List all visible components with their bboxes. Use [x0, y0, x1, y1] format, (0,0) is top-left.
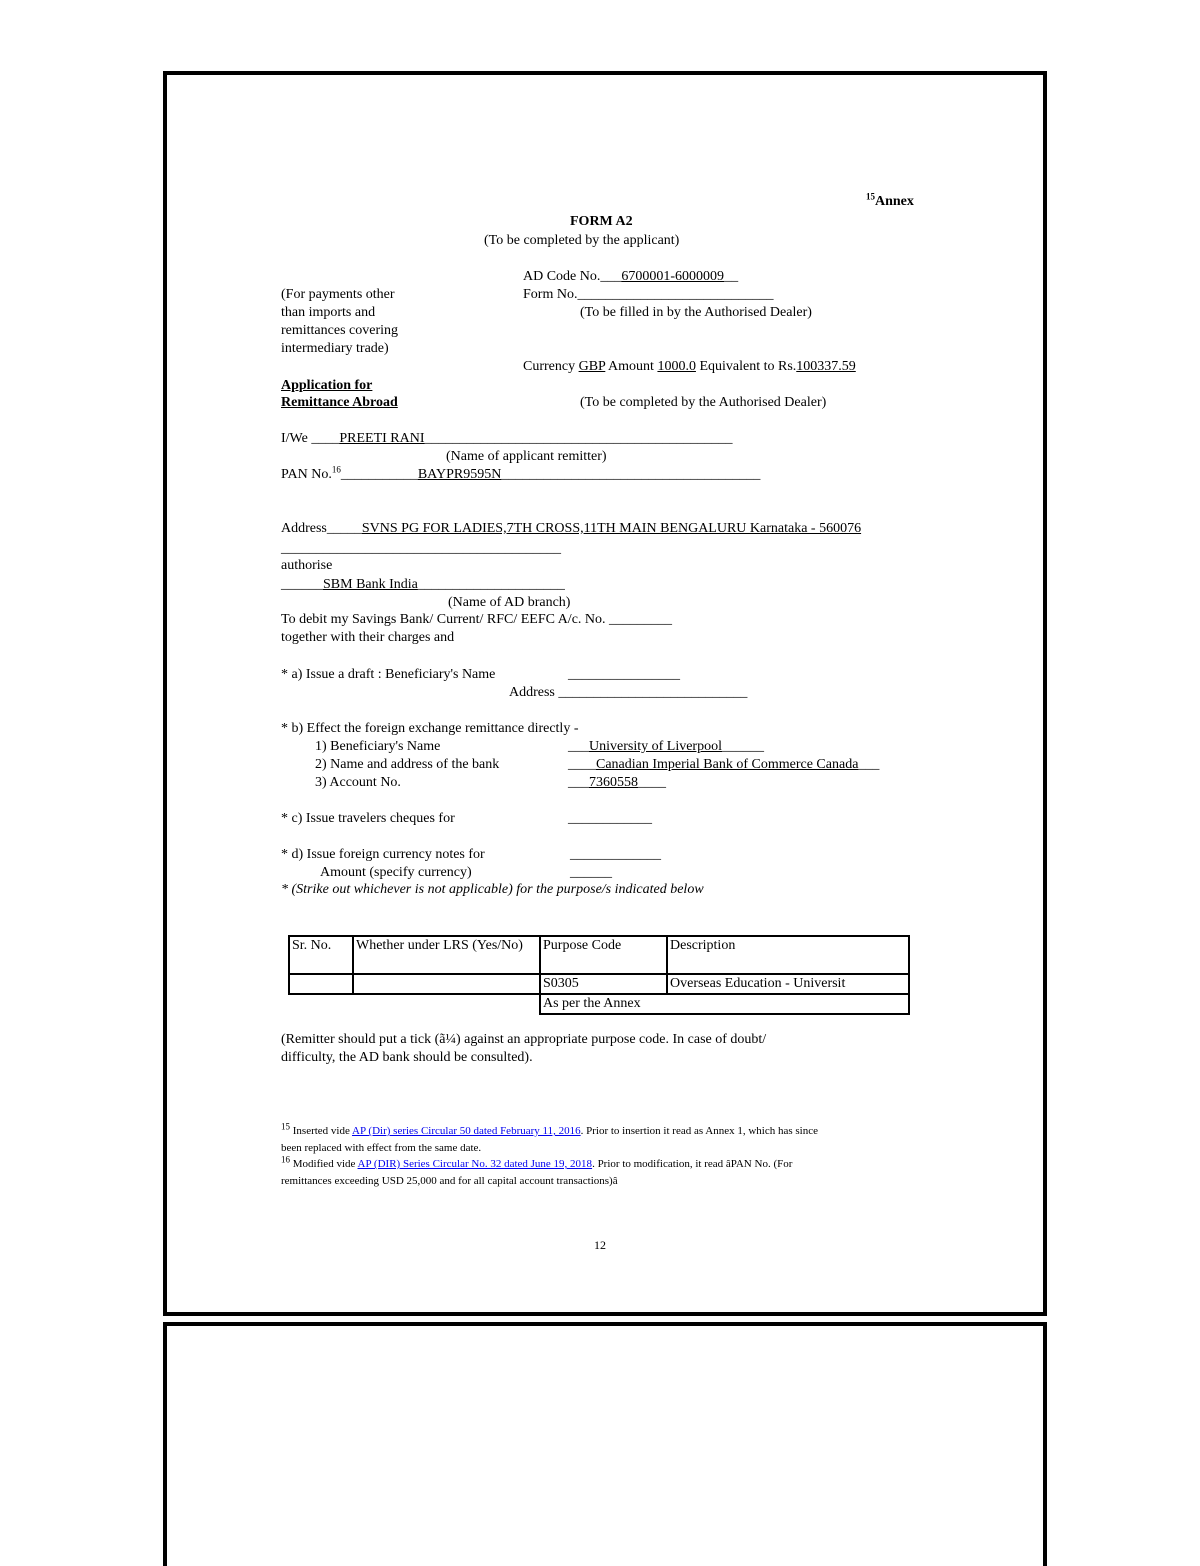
- option-a-label: * a) Issue a draft : Beneficiary's Name: [281, 667, 496, 682]
- remitter-note-line2: difficulty, the AD bank should be consulted).: [281, 1050, 533, 1065]
- bank-name-blank-pre: ____: [568, 757, 596, 772]
- amount-value: 1000.0: [657, 359, 696, 374]
- ad-code-value: 6700001-6000009: [621, 269, 725, 284]
- annex-footnote-marker: 15: [866, 191, 875, 202]
- currency-label: Currency: [523, 359, 576, 374]
- pan-label: PAN No.: [281, 467, 332, 482]
- beneficiary-blank-post: ______: [721, 739, 764, 754]
- form-no-label: Form No.: [523, 287, 578, 302]
- header-lrs: Whether under LRS (Yes/No): [353, 936, 540, 974]
- option-b-label: * b) Effect the foreign exchange remittance directly -: [281, 721, 579, 736]
- address-line2: ________________________________________: [281, 541, 561, 556]
- applicant-blank-post: ____________________________________________: [424, 431, 733, 446]
- remitter-note-line1: (Remitter should put a tick (ã¼) against an appropriate purpose code. In case of doubt/: [281, 1032, 767, 1047]
- purpose-code-table: [288, 935, 910, 1015]
- cell-purpose-code: S0305: [540, 974, 667, 994]
- currency-line: [523, 358, 856, 375]
- option-c-blank: ____________: [568, 811, 652, 826]
- address-line: [281, 520, 861, 537]
- footnote-16-circular-link[interactable]: AP (DIR) Series Circular No. 32 dated June 19, 2018: [357, 1158, 593, 1170]
- application-title-line2: Remittance Abroad: [281, 395, 398, 410]
- applicant-label: I/We: [281, 431, 308, 446]
- footnote-15: [281, 1121, 818, 1138]
- pan-blank-pre: ___________: [340, 467, 418, 482]
- header-sr-no: Sr. No.: [289, 936, 353, 974]
- cell-empty: [353, 994, 540, 1014]
- form-no-line: [523, 286, 773, 303]
- bank-blank-post: _____________________: [417, 577, 565, 592]
- completed-by-ad-note: (To be completed by the Authorised Dealer): [580, 395, 827, 410]
- option-d-blank: _____________: [570, 847, 661, 862]
- bank-name-line: [568, 756, 879, 773]
- bank-blank-pre: ______: [281, 577, 323, 592]
- cell-sr-no: [289, 974, 353, 994]
- footnote-16: [281, 1154, 793, 1171]
- account-blank-post: ____: [638, 775, 666, 790]
- option-a-address: [509, 684, 747, 701]
- cell-description: Overseas Education - Universit: [667, 974, 909, 994]
- option-d-label: * d) Issue foreign currency notes for: [281, 847, 485, 862]
- currency-value: GBP: [578, 359, 606, 374]
- ad-code-label: AD Code No.: [523, 269, 601, 284]
- cell-empty: [289, 994, 353, 1014]
- option-d-amount-blank: ______: [570, 865, 612, 880]
- bank-name-value: Canadian Imperial Bank of Commerce Canada: [596, 757, 859, 772]
- footnote-15-marker: 15: [281, 1121, 290, 1132]
- applicant-caption: (Name of applicant remitter): [446, 449, 607, 464]
- strike-out-note: * (Strike out whichever is not applicable) for the purpose/s indicated below: [281, 882, 704, 897]
- table-header-row: [289, 936, 909, 974]
- beneficiary-name-line: [568, 738, 764, 755]
- option-a-address-blank: ___________________________: [558, 685, 748, 700]
- header-description: Description: [667, 936, 909, 974]
- applicant-name: PREETI RANI: [339, 431, 425, 446]
- ad-code-blank-post: __: [724, 269, 739, 284]
- beneficiary-name-label: 1) Beneficiary's Name: [315, 739, 441, 754]
- table-row: [289, 974, 909, 994]
- equivalent-label: Equivalent to Rs.: [699, 359, 797, 374]
- applicant-blank-pre: ____: [311, 431, 340, 446]
- footnote-15-line2: been replaced with effect from the same date.: [281, 1142, 482, 1154]
- cell-lrs: [353, 974, 540, 994]
- left-note-line1: (For payments other: [281, 287, 395, 302]
- beneficiary-blank-pre: ___: [568, 739, 589, 754]
- debit-line1: To debit my Savings Bank/ Current/ RFC/ EEFC A/c. No. _________: [281, 612, 673, 627]
- cell-annex-note: As per the Annex: [540, 994, 909, 1014]
- footnote-16-marker: 16: [281, 1154, 290, 1165]
- debit-line2: together with their charges and: [281, 630, 455, 645]
- pan-blank-post: _____________________________________: [501, 467, 761, 482]
- bank-name-label: 2) Name and address of the bank: [315, 757, 500, 772]
- authorise-bank-line: [281, 576, 565, 593]
- table-annex-row: [289, 994, 909, 1014]
- option-a-address-label: Address: [509, 685, 555, 700]
- ad-code-blank-pre: ___: [600, 269, 622, 284]
- amount-label: Amount: [608, 359, 654, 374]
- account-no-label: 3) Account No.: [315, 775, 401, 790]
- address-label: Address: [281, 521, 327, 536]
- application-title-line1: Application for: [281, 378, 373, 393]
- account-no-value: 7360558: [589, 775, 638, 790]
- option-a-name-blank: ________________: [568, 667, 680, 682]
- authorised-dealer-note: (To be filled in by the Authorised Dealer): [580, 305, 812, 320]
- option-d-amount-label: Amount (specify currency): [320, 865, 472, 880]
- form-title: FORM A2: [570, 214, 633, 229]
- form-subtitle: (To be completed by the applicant): [484, 233, 680, 248]
- footnote-16-line2: remittances exceeding USD 25,000 and for all capital account transactions)â: [281, 1175, 618, 1187]
- left-note-line4: intermediary trade): [281, 341, 389, 356]
- annex-heading: [866, 193, 914, 210]
- footnote-16-suffix: . Prior to modification, it read âPAN No. (For: [592, 1158, 793, 1170]
- ad-code-line: [523, 268, 738, 285]
- beneficiary-name-value: University of Liverpool: [589, 739, 722, 754]
- equivalent-value: 100337.59: [796, 359, 856, 374]
- page-number: 12: [594, 1238, 606, 1252]
- pan-line: [281, 466, 760, 483]
- form-no-blank: ____________________________: [577, 287, 774, 302]
- next-page: [163, 1322, 1047, 1566]
- address-value: SVNS PG FOR LADIES,7TH CROSS,11TH MAIN BENGALURU Karnataka - 560076: [361, 521, 862, 536]
- account-no-line: [568, 774, 666, 791]
- annex-label: Annex: [875, 194, 914, 209]
- address-blank-pre: _____: [326, 521, 362, 536]
- pan-footnote-marker: 16: [331, 464, 341, 475]
- account-blank-pre: ___: [568, 775, 589, 790]
- authorise-label: authorise: [281, 558, 333, 573]
- pan-value: BAYPR9595N: [417, 467, 502, 482]
- left-note-line3: remittances covering: [281, 323, 399, 338]
- footnote-16-prefix: Modified vide: [290, 1158, 358, 1170]
- applicant-line: [281, 430, 733, 447]
- footnote-15-prefix: Inserted vide: [290, 1125, 353, 1137]
- ad-branch-name: SBM Bank India: [323, 577, 418, 592]
- left-note-line2: than imports and: [281, 305, 376, 320]
- bank-name-blank-post: ___: [858, 757, 880, 772]
- ad-branch-caption: (Name of AD branch): [448, 595, 571, 610]
- header-purpose-code: Purpose Code: [540, 936, 667, 974]
- footnote-15-circular-link[interactable]: AP (Dir) series Circular 50 dated February 11, 2016: [352, 1125, 581, 1137]
- footnote-15-suffix: . Prior to insertion it read as Annex 1, which has since: [580, 1125, 818, 1137]
- option-c-label: * c) Issue travelers cheques for: [281, 811, 455, 826]
